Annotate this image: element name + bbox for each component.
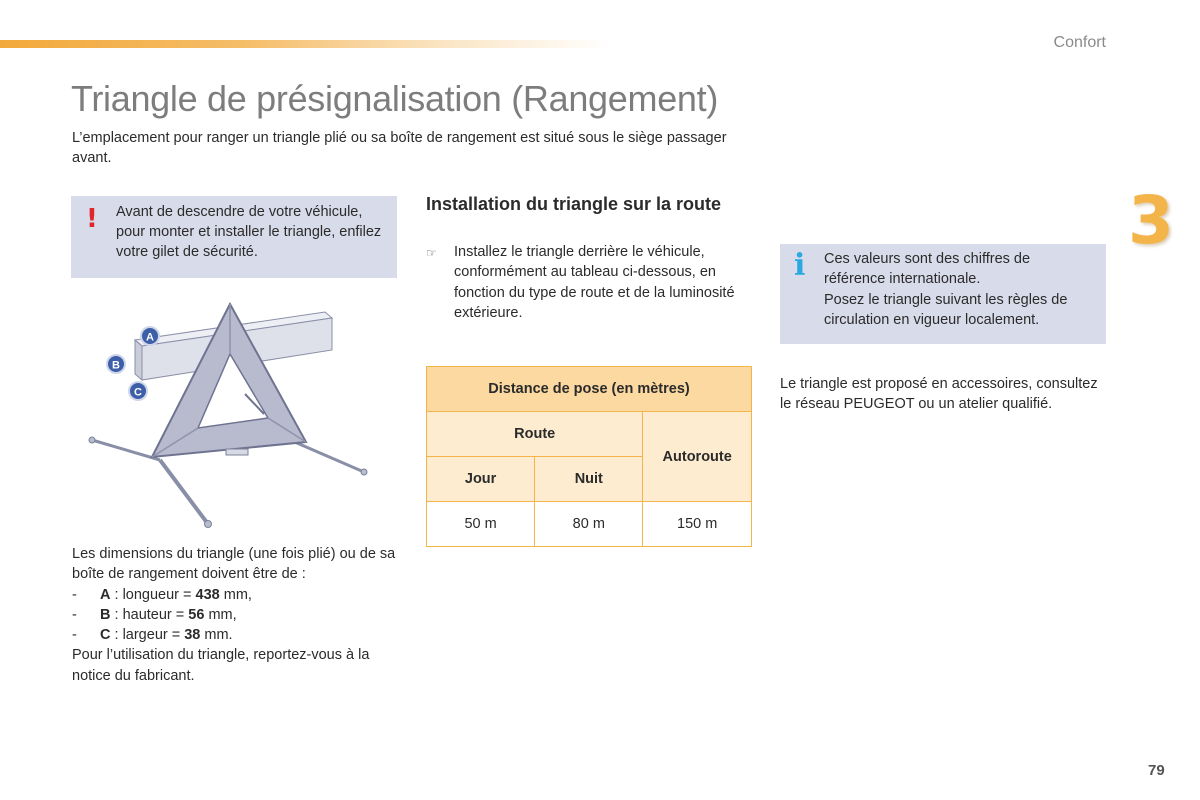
triangle-leg [160, 460, 208, 524]
page-title: Triangle de présignalisation (Rangement) [71, 78, 719, 119]
list-dash: - [72, 606, 77, 623]
section-name: Confort [1053, 34, 1106, 51]
dimension-value: 56 [188, 606, 205, 623]
table-cell-nuit: 80 m [535, 502, 643, 547]
table-header-jour: Jour [427, 457, 535, 502]
table-header-autoroute: Autoroute [643, 412, 752, 502]
dimension-label: : longueur = [110, 586, 196, 603]
accessory-text: Le triangle est proposé en accessoires, consultez le réseau PEUGEOT ou un atelier qualifié. [780, 376, 1098, 413]
pointing-hand-icon: ☞ [426, 246, 437, 260]
warning-text: Avant de descendre de votre véhicule, pour monter et installer le triangle, enfilez votre gilet de sécurité. [116, 204, 382, 260]
header-accent-bar [0, 40, 610, 48]
dimension-value: 438 [195, 586, 220, 603]
chapter-number: 3 [1128, 182, 1174, 259]
dimensions-text [72, 544, 402, 686]
triangle-leg [290, 440, 364, 472]
info-box [780, 244, 1106, 344]
dimension-label: : hauteur = [110, 606, 189, 623]
info-text-line: Posez le triangle suivant les règles de circulation en vigueur localement. [824, 291, 1068, 328]
info-icon: i [794, 248, 806, 283]
info-text-line: Ces valeurs sont des chiffres de référence internationale. [824, 251, 1031, 288]
dimension-item-a [72, 585, 402, 605]
callout-c-label: C [134, 386, 142, 399]
triangle-figure [80, 292, 390, 537]
table-header-nuit: Nuit [535, 457, 643, 502]
installation-text: Installez le triangle derrière le véhicule, conformément au tableau ci-dessous, en fonction du type de route et de la luminosité extérieure. [454, 244, 735, 321]
callout-c [129, 382, 147, 400]
dimension-letter: A [100, 586, 111, 603]
dimension-unit: mm, [219, 586, 252, 603]
installation-title: Installation du triangle sur la route [426, 194, 722, 214]
exclamation-icon: ! [86, 204, 98, 234]
dimension-unit: mm, [204, 606, 237, 623]
dimension-value: 38 [184, 627, 201, 644]
dimension-item-c [72, 625, 402, 645]
dimensions-outro: Pour l’utilisation du triangle, reportez-vous à la notice du fabricant. [72, 647, 370, 684]
dimension-unit: mm. [200, 627, 233, 644]
callout-a [141, 327, 159, 345]
table-cell-jour: 50 m [427, 502, 535, 547]
dimension-letter: B [100, 606, 111, 623]
list-dash: - [72, 586, 77, 603]
intro-text: L’emplacement pour ranger un triangle plié ou sa boîte de rangement est situé sous le siège passager avant. [72, 130, 727, 166]
callout-a-label: A [146, 331, 154, 344]
dimensions-intro: Les dimensions du triangle (une fois plié) ou de sa boîte de rangement doivent être de : [72, 546, 396, 583]
warning-box [71, 196, 397, 278]
dimension-label: : largeur = [110, 627, 185, 644]
installation-bullet [426, 242, 736, 323]
page-number: 79 [1148, 762, 1165, 779]
info-text [824, 249, 1094, 330]
list-dash: - [72, 627, 77, 644]
triangle-leg [92, 440, 160, 460]
callout-b-label: B [112, 359, 120, 372]
dimension-letter: C [100, 627, 111, 644]
table-caption: Distance de pose (en mètres) [427, 367, 752, 412]
distance-table [426, 366, 752, 547]
table-cell-autoroute: 150 m [643, 502, 752, 547]
callout-b [107, 355, 125, 373]
dimension-item-b [72, 605, 402, 625]
storage-box-side [135, 340, 142, 380]
table-header-route: Route [427, 412, 643, 457]
